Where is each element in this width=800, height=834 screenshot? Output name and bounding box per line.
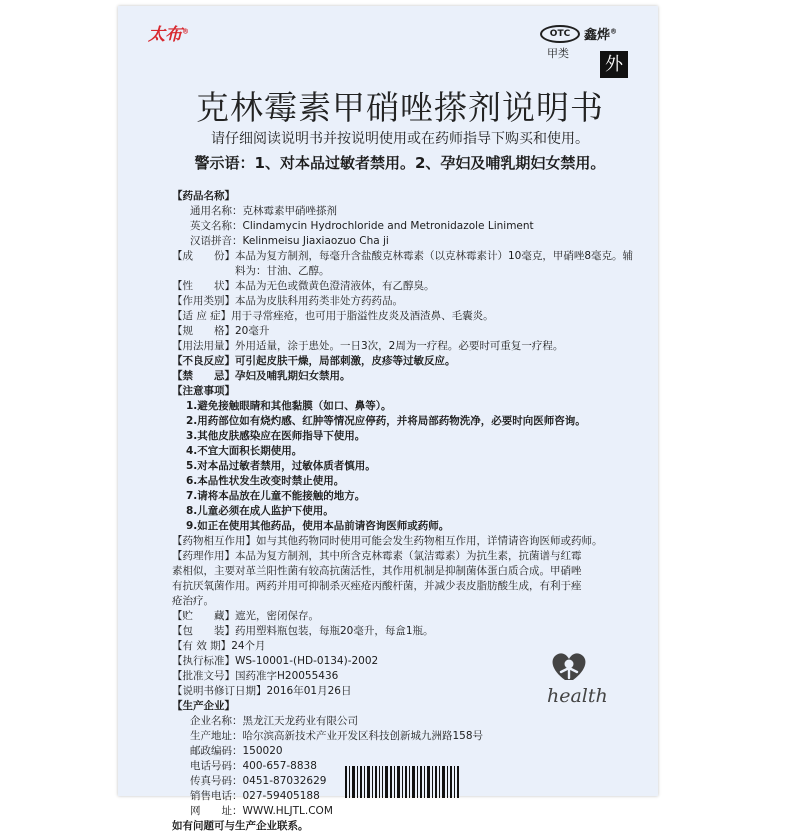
adverse-label: 【不良反应】 [172,355,235,367]
composition-value: 本品为复方制剂，每毫升含盐酸克林霉素（以克林霉素计）10毫克，甲硝唑8毫克。辅料为：甘油、乙醇。 [235,250,634,277]
adverse-value: 可引起皮肤干燥，局部刺激，皮疹等过敏反应。 [235,355,456,367]
contraindications-value: 孕妇及哺乳期妇女禁用。 [235,370,351,382]
reading-instruction: 请仔细阅读说明书并按说明使用或在药师指导下购买和使用。 [211,131,589,147]
precaution-item: 6.本品性状发生改变时禁止使用。 [186,475,345,487]
pharmacology-line: 素相似，主要对革兰阳性菌有较高抗菌活性，其作用机制是抑制菌体蛋白质合成。甲硝唑 [172,565,582,577]
usage-row [172,339,642,354]
manufacturer-label: 【生产企业】 [172,700,235,712]
generic-name-value: 克林霉素甲硝唑搽剂 [242,205,337,217]
package-label: 【包 装】 [172,625,235,637]
sales-phone-value: 027-59405188 [242,790,320,802]
storage-label: 【贮 藏】 [172,610,235,622]
revision-label: 【说明书修订日期】 [172,685,267,697]
precaution-item: 5.对本品过敏者禁用，过敏体质者慎用。 [186,460,376,472]
contraindications-row [172,369,642,384]
manufacturer-row [172,744,642,759]
pharmacology-line: 【药理作用】本品为复方制剂，其中所含克林霉素（氯洁霉素）为抗生素，抗菌谱与红霉 [172,550,582,562]
sales-phone-key: 销售电话： [190,790,243,802]
pharmacology-line: 疮治疗。 [172,595,214,607]
otc-badge: OTC [540,25,580,43]
usage-label: 【用法用量】 [172,340,235,352]
approval-value: 国药准字H20055436 [235,670,339,682]
manufacturer-row [172,804,642,819]
interactions-row [172,534,642,549]
brand-left-text: 太布 [148,25,182,45]
generic-name-row [172,204,642,219]
brand-left-mark: ® [182,27,189,36]
drug-name-label: 【药品名称】 [172,190,235,202]
manufacturer-row [172,714,642,729]
heart-figure-icon [553,653,586,680]
leaflet-content [172,189,642,834]
precaution-item: 2.用药部位如有烧灼感、红肿等情况应停药，并将局部药物洗净，必要时向医师咨询。 [186,415,586,427]
adverse-row [172,354,642,369]
contact-note: 如有问题可与生产企业联系。 [172,820,309,832]
revision-value: 2016年01月26日 [266,685,352,697]
website-value: WWW.HLJTL.COM [242,805,333,817]
phone-value: 400-657-8838 [242,760,317,772]
precaution-item: 3.其他皮肤感染应在医师指导下使用。 [186,430,366,442]
website-key: 网 址： [190,805,243,817]
pharmacology-line: 有抗厌氧菌作用。两药并用可抑制杀灭痤疮丙酸杆菌，并减少表皮脂肪酸生成，有利于痤 [172,580,582,592]
pinyin-name-row [172,234,642,249]
precautions-label: 【注意事项】 [172,385,235,397]
barcode [343,766,461,798]
interactions-label: 【药物相互作用】 [172,535,256,547]
package-row [172,624,642,639]
precaution-item: 9.如正在使用其他药品，使用本品前请咨询医师或药师。 [186,520,450,532]
fax-value: 0451-87032629 [242,775,327,787]
manufacturer-row [172,729,642,744]
brand-right-text: 鑫烨 [584,28,611,43]
category-row [172,294,642,309]
english-name-value: Clindamycin Hydrochloride and Metronidazole Liniment [242,220,534,232]
category-label: 【作用类别】 [172,295,235,307]
standard-value: WS-10001-(HD-0134)-2002 [235,655,379,667]
english-name-row [172,219,642,234]
brand-logo-left [148,20,189,45]
precaution-item: 7.请将本品放在儿童不能接触的地方。 [186,490,366,502]
properties-row [172,279,642,294]
properties-value: 本品为无色或微黄色澄清液体，有乙醇臭。 [235,280,435,292]
precaution-item: 4.不宜大面积长期使用。 [186,445,303,457]
indications-row [172,309,642,324]
postcode-key: 邮政编码： [190,745,243,757]
external-use-mark: 外 [600,51,628,78]
package-value: 药用塑料瓶包装，每瓶20毫升，每盒1瓶。 [235,625,434,637]
specification-label: 【规 格】 [172,325,235,337]
precautions-list [172,399,642,534]
usage-value: 外用适量，涂于患处。一日3次，2周为一疗程。必要时可重复一疗程。 [235,340,564,352]
postcode-value: 150020 [242,745,283,757]
composition-label: 【成 份】 [172,250,235,262]
company-name-value: 黑龙江天龙药业有限公司 [242,715,358,727]
storage-row [172,609,642,624]
specification-value: 20毫升 [235,325,270,337]
precaution-item: 1.避免接触眼睛和其他黏膜（如口、鼻等）。 [186,400,392,412]
document-title: 克林霉素甲硝唑搽剂说明书 [196,88,604,127]
fax-key: 传真号码： [190,775,243,787]
brand-right-mark: ® [610,27,618,36]
composition-row [172,249,642,279]
specification-row [172,324,642,339]
health-logo [543,646,615,706]
contraindications-label: 【禁 忌】 [172,370,235,382]
address-value: 哈尔滨高新技术产业开发区科技创新城九洲路158号 [242,730,484,742]
warning-statement: 警示语：1、对本品过敏者禁用。2、孕妇及哺乳期妇女禁用。 [194,154,606,172]
otc-type-label: 甲类 [547,47,569,60]
english-name-key: 英文名称： [190,220,243,232]
company-name-key: 企业名称： [190,715,243,727]
standard-label: 【执行标准】 [172,655,235,667]
health-logo-text: health [547,685,608,706]
brand-logo-right [584,24,617,43]
properties-label: 【性 状】 [172,280,235,292]
pinyin-name-key: 汉语拼音： [190,235,243,247]
indications-value: 用于寻常痤疮，也可用于脂溢性皮炎及酒渣鼻、毛囊炎。 [231,310,494,322]
indications-label: 【适 应 症】 [172,310,232,322]
approval-label: 【批准文号】 [172,670,235,682]
validity-label: 【有 效 期】 [172,640,232,652]
validity-value: 24个月 [231,640,266,652]
phone-key: 电话号码： [190,760,243,772]
interactions-value: 如与其他药物同时使用可能会发生药物相互作用，详情请咨询医师或药师。 [256,535,603,547]
pinyin-name-value: Kelinmeisu Jiaxiaozuo Cha ji [242,235,389,247]
generic-name-key: 通用名称： [190,205,243,217]
storage-value: 遮光，密闭保存。 [235,610,319,622]
category-value: 本品为皮肤科用药类非处方药药品。 [235,295,403,307]
address-key: 生产地址： [190,730,243,742]
precaution-item: 8.儿童必须在成人监护下使用。 [186,505,334,517]
